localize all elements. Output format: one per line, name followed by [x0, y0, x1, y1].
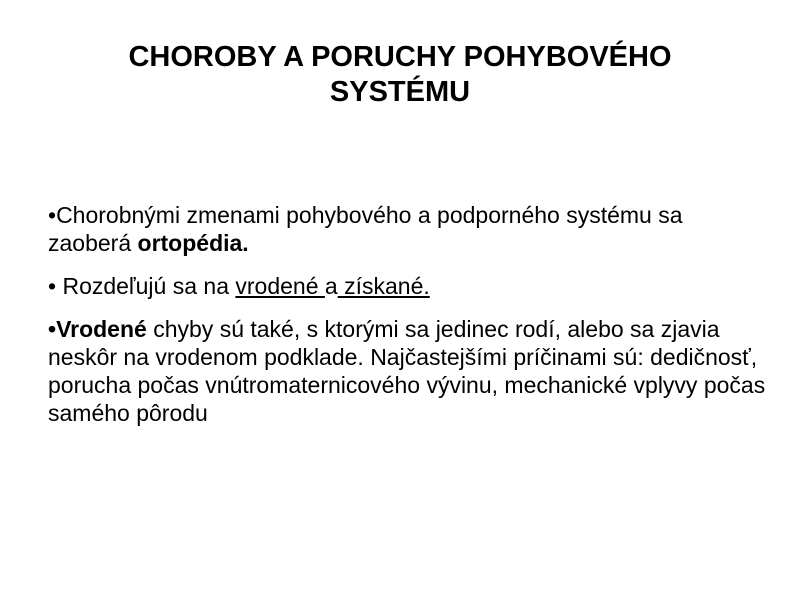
underlined-term-congenital: vrodené	[235, 273, 325, 299]
bullet-item-division	[48, 272, 768, 300]
bullet-glyph: •	[48, 316, 57, 342]
bullet-list	[48, 201, 768, 442]
slide-title-line-1: CHOROBY A PORUCHY POHYBOVÉHO	[128, 41, 672, 73]
bullet-text: Chorobnými zmenami pohybového a podporného systému sa zaoberá	[48, 202, 683, 256]
slide-title-line-2: SYSTÉMU	[329, 76, 471, 108]
bullet-glyph: •	[48, 273, 57, 299]
slide-title	[60, 40, 740, 110]
bullet-item-congenital	[48, 315, 768, 427]
bullet-glyph: •	[48, 202, 57, 228]
bullet-text: chyby sú také, s ktorými sa jedinec rodí, alebo sa zjavia neskôr na vrodenom podklade. Najčastejšími príčinami sú: dedičnosť, porucha počas vnútromaternicového vývinu, mechanické vplyvy počas samého pôrodu	[48, 316, 766, 426]
bold-term: Vrodené	[56, 316, 147, 342]
bullet-text: Rozdeľujú sa na	[56, 273, 236, 299]
underlined-term-acquired: získané.	[337, 273, 430, 299]
bullet-item-orthopedics	[48, 201, 768, 257]
bold-term: ortopédia.	[137, 230, 249, 256]
bullet-text-connector: a	[324, 273, 338, 299]
